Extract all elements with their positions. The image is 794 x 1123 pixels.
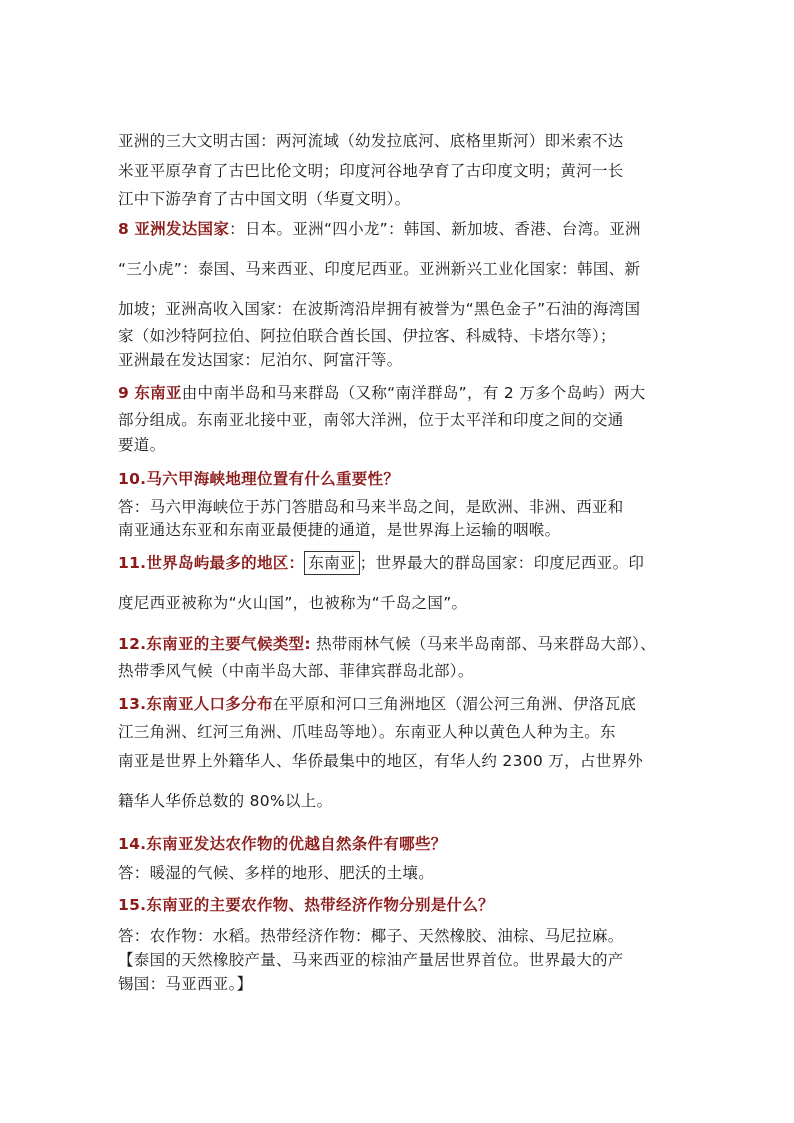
intro-line-1: 亚洲的三大文明古国：两河流域（幼发拉底河、底格里斯河）即米索不达 bbox=[118, 132, 624, 150]
section-9-heading: 东南亚 bbox=[134, 384, 182, 402]
section-13-line-1 bbox=[118, 693, 636, 715]
section-11-text: ；世界最大的群岛国家：印度尼西亚。印 bbox=[359, 554, 645, 572]
section-8-line-3: 加坡；亚洲高收入国家：在波斯湾沿岸拥有被誉为“黑色金子”石油的海湾国 bbox=[118, 300, 641, 318]
section-9-line-2: 部分组成。东南亚北接中亚，南邻大洋洲，位于太平洋和印度之间的交通 bbox=[118, 411, 624, 429]
section-9-line-1 bbox=[118, 382, 646, 404]
section-12-line-1 bbox=[118, 633, 656, 655]
section-13-line-2: 江三角洲、红河三角洲、爪哇岛等地）。东南亚人种以黄色人种为主。东 bbox=[118, 723, 616, 741]
section-14-answer: 答：暖湿的气候、多样的地形、肥沃的土壤。 bbox=[118, 864, 435, 882]
section-12-heading: 12.东南亚的主要气候类型: bbox=[118, 635, 311, 653]
section-12-line-2: 热带季风气候（中南半岛大部、菲律宾群岛北部）。 bbox=[118, 662, 474, 680]
section-11-heading: 11.世界岛屿最多的地区： bbox=[118, 554, 305, 572]
section-10-answer-2: 南亚通达东亚和东南亚最便捷的通道，是世界海上运输的咽喉。 bbox=[118, 521, 561, 539]
section-11-line-2: 度尼西亚被称为“火山国”，也被称为“千岛之国”。 bbox=[118, 594, 468, 612]
section-10-answer-1: 答：马六甲海峡位于苏门答腊岛和马来半岛之间，是欧洲、非洲、西亚和 bbox=[118, 498, 624, 516]
section-15-answer-1: 答：农作物：水稻。热带经济作物：椰子、天然橡胶、油棕、马尼拉麻。 bbox=[118, 927, 624, 945]
intro-line-3: 江中下游孕育了古中国文明（华夏文明）。 bbox=[118, 190, 411, 208]
section-13-heading: 13.东南亚人口多分布 bbox=[118, 695, 273, 713]
section-14-question: 14.东南亚发达农作物的优越自然条件有哪些？ bbox=[118, 835, 447, 853]
section-15-answer-2: 【泰国的天然橡胶产量、马来西亚的棕油产量居世界首位。世界最大的产 bbox=[118, 951, 624, 969]
section-13-line-3: 南亚是世界上外籍华人、华侨最集中的地区，有华人约 2300 万，占世界外 bbox=[118, 752, 644, 770]
section-13-line-4: 籍华人华侨总数的 80%以上。 bbox=[118, 792, 333, 810]
section-8-heading: 亚洲发达国家 bbox=[134, 220, 230, 238]
section-9-line-3: 要道。 bbox=[118, 436, 166, 454]
section-15-question: 15.东南亚的主要农作物、热带经济作物分别是什么？ bbox=[118, 896, 494, 914]
section-8-line-5: 亚洲最在发达国家：尼泊尔、阿富汗等。 bbox=[118, 351, 403, 369]
section-12-text: 热带雨林气候（马来半岛南部、马来群岛大部）、 bbox=[310, 635, 656, 653]
section-13-text: 在平原和河口三角洲地区（湄公河三角洲、伊洛瓦底 bbox=[272, 695, 637, 713]
section-10-question: 10.马六甲海峡地理位置有什么重要性？ bbox=[118, 470, 400, 488]
section-8-line-1 bbox=[118, 218, 641, 240]
section-11-line-1 bbox=[118, 552, 644, 574]
section-8-line-4: 家（如沙特阿拉伯、阿拉伯联合酋长国、伊拉客、科威特、卡塔尔等）； bbox=[118, 327, 616, 345]
section-8-number: 8 bbox=[118, 220, 130, 238]
section-8-text: ：日本。亚洲“四小龙”：韩国、新加坡、香港、台湾。亚洲 bbox=[229, 220, 641, 238]
section-15-answer-3: 锡国：马亚西亚。】 bbox=[118, 975, 253, 993]
section-8-line-2: “三小虎”：泰国、马来西亚、印度尼西亚。亚洲新兴工业化国家：韩国、新 bbox=[118, 260, 641, 278]
section-9-text: 由中南半岛和马来群岛（又称“南洋群岛”，有 2 万多个岛屿）两大 bbox=[181, 384, 646, 402]
highlighted-answer-box: 东南亚 bbox=[304, 551, 359, 575]
intro-line-2: 米亚平原孕育了古巴比伦文明；印度河谷地孕育了古印度文明；黄河一长 bbox=[118, 162, 624, 180]
section-9-number: 9 bbox=[118, 384, 130, 402]
